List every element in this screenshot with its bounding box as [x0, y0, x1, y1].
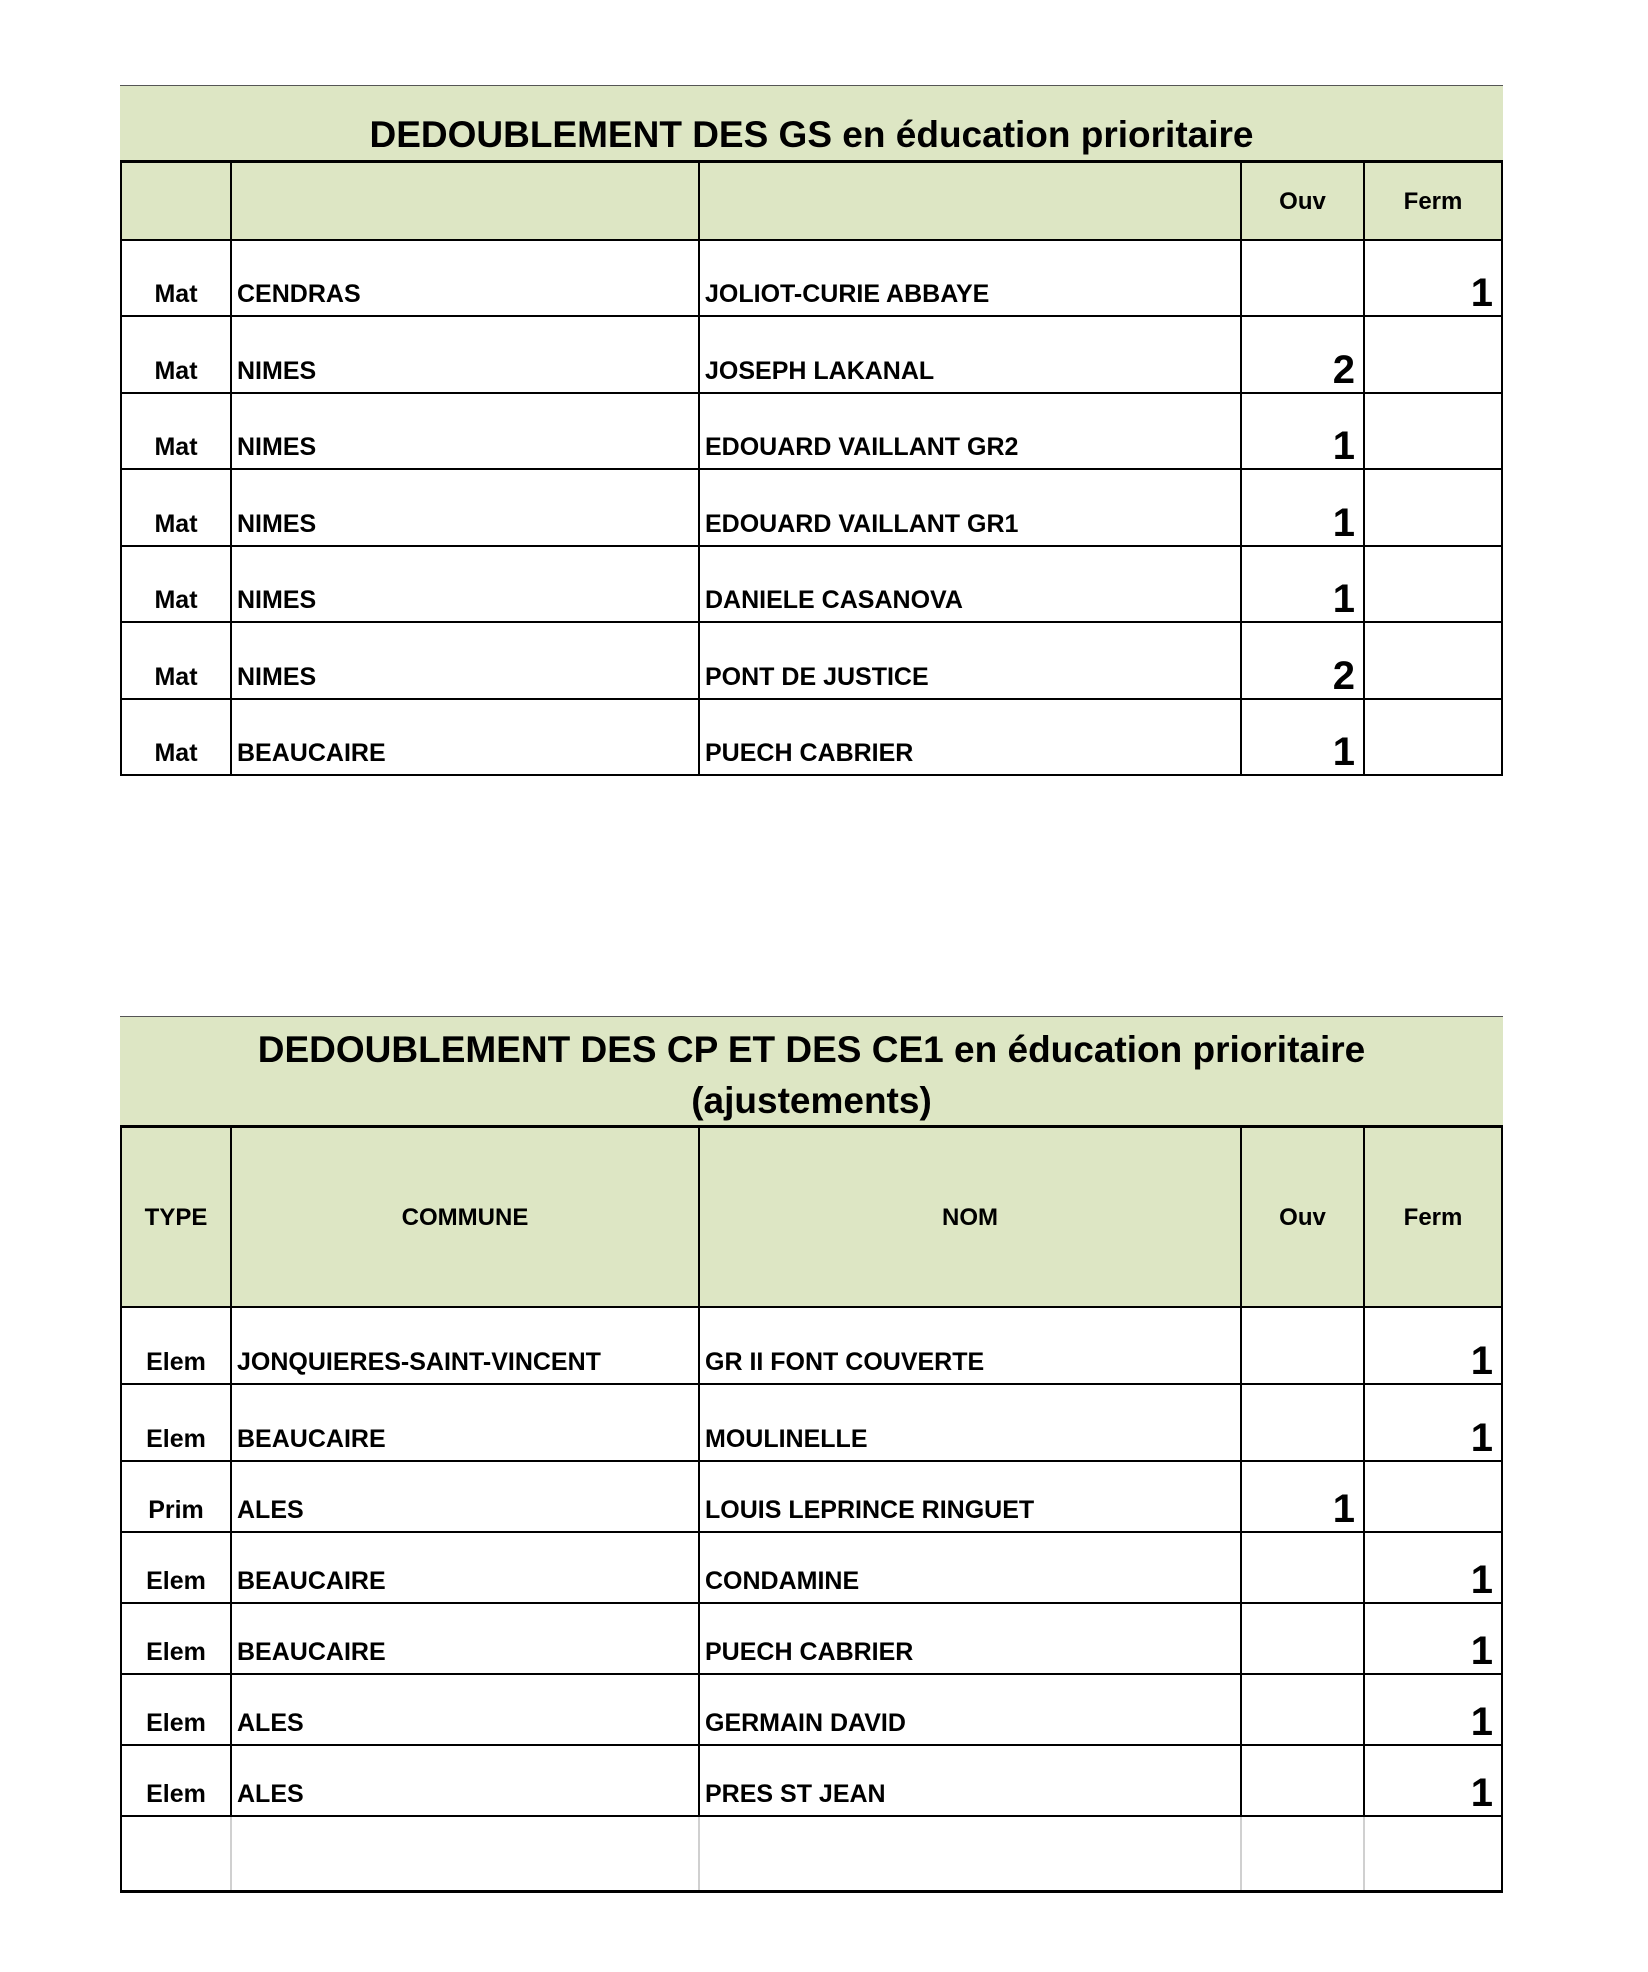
empty-cell: [700, 1817, 1242, 1890]
cell-type-text: Elem: [146, 1567, 206, 1595]
cell-type-text: Mat: [154, 739, 198, 767]
table-row: [120, 1385, 1503, 1462]
cell-type-text: Elem: [146, 1348, 206, 1376]
cell-ferm-text: 1: [1470, 271, 1493, 315]
cell-commune-text: NIMES: [237, 586, 317, 614]
cell-ouv-text: 2: [1332, 348, 1355, 392]
cell-nom: [700, 623, 1242, 698]
cell-type: [120, 317, 232, 392]
cell-commune-text: BEAUCAIRE: [237, 1638, 386, 1666]
cell-ferm: [1365, 1533, 1503, 1602]
cell-nom: [700, 1604, 1242, 1673]
cell-ferm: [1365, 1308, 1503, 1383]
cell-ferm: [1365, 317, 1503, 392]
cell-nom-text: EDOUARD VAILLANT GR1: [705, 510, 1019, 538]
empty-row: [120, 1817, 1503, 1893]
cell-ouv-text: 2: [1332, 654, 1355, 698]
header-nom: NOM: [700, 1128, 1242, 1306]
cell-nom-text: CONDAMINE: [705, 1567, 860, 1595]
cell-nom: [700, 1675, 1242, 1744]
cell-ouv: [1242, 547, 1365, 621]
table-row: [120, 623, 1503, 700]
cell-ouv: [1242, 317, 1365, 392]
cell-type-text: Elem: [146, 1425, 206, 1453]
cell-type-text: Mat: [154, 357, 198, 385]
cell-nom: [700, 1385, 1242, 1460]
cell-ouv: [1242, 700, 1365, 774]
cell-ouv: [1242, 394, 1365, 468]
table-title-line1: DEDOUBLEMENT DES CP ET DES CE1 en éducation prioritaire: [257, 1029, 1366, 1070]
cell-nom-text: EDOUARD VAILLANT GR2: [705, 433, 1019, 461]
cell-commune: [232, 241, 700, 315]
cell-commune: [232, 317, 700, 392]
table-row: [120, 700, 1503, 776]
cell-ferm: [1365, 547, 1503, 621]
cell-commune-text: NIMES: [237, 510, 317, 538]
table-gs: [120, 85, 1503, 776]
table-row: [120, 1462, 1503, 1533]
cell-commune-text: BEAUCAIRE: [237, 1425, 386, 1453]
table-title-text: DEDOUBLEMENT DES GS en éducation prioritaire: [369, 114, 1254, 155]
cell-nom-text: PUECH CABRIER: [705, 739, 914, 767]
empty-cell: [232, 1817, 700, 1890]
table-row: [120, 241, 1503, 317]
cell-type-text: Mat: [154, 433, 198, 461]
header-commune: COMMUNE: [232, 1128, 700, 1306]
cell-nom: [700, 1746, 1242, 1815]
header-row: [120, 1128, 1503, 1308]
header-commune: [232, 163, 700, 239]
cell-commune: [232, 1308, 700, 1383]
cell-commune-text: ALES: [237, 1709, 304, 1737]
cell-commune: [232, 1385, 700, 1460]
cell-commune: [232, 1462, 700, 1531]
cell-ferm-text: 1: [1470, 1629, 1493, 1673]
cell-type-text: Mat: [154, 586, 198, 614]
table-title: [120, 1016, 1503, 1128]
cell-ferm: [1365, 1675, 1503, 1744]
table-row: [120, 1604, 1503, 1675]
cell-ferm-text: 1: [1470, 1700, 1493, 1744]
cell-ouv: [1242, 1385, 1365, 1460]
cell-commune: [232, 1746, 700, 1815]
table-title: [120, 85, 1503, 163]
cell-ouv: [1242, 1675, 1365, 1744]
cell-ferm: [1365, 1746, 1503, 1815]
empty-cell: [1242, 1817, 1365, 1890]
cell-type-text: Elem: [146, 1709, 206, 1737]
cell-ouv: [1242, 1746, 1365, 1815]
cell-nom-text: LOUIS LEPRINCE RINGUET: [705, 1496, 1035, 1524]
cell-commune: [232, 547, 700, 621]
cell-type: [120, 1533, 232, 1602]
cell-nom-text: MOULINELLE: [705, 1425, 868, 1453]
header-type: [120, 163, 232, 239]
cell-nom: [700, 1533, 1242, 1602]
header-nom: [700, 163, 1242, 239]
cell-nom: [700, 394, 1242, 468]
cell-ferm-text: 1: [1470, 1771, 1493, 1815]
cell-nom: [700, 241, 1242, 315]
cell-type: [120, 623, 232, 698]
cell-nom-text: GR II FONT COUVERTE: [705, 1348, 985, 1376]
cell-ouv: [1242, 470, 1365, 545]
cell-nom-text: PONT DE JUSTICE: [705, 663, 929, 691]
cell-type: [120, 1308, 232, 1383]
header-ferm: Ferm: [1365, 163, 1503, 239]
cell-ouv: [1242, 241, 1365, 315]
table-row: [120, 1533, 1503, 1604]
cell-commune-text: BEAUCAIRE: [237, 739, 386, 767]
table-title-line2: (ajustements): [691, 1080, 932, 1121]
cell-commune-text: JONQUIERES-SAINT-VINCENT: [237, 1348, 601, 1376]
cell-type: [120, 1462, 232, 1531]
cell-ouv-text: 1: [1332, 424, 1355, 468]
table-cp-ce1: [120, 1016, 1503, 1893]
cell-ouv: [1242, 623, 1365, 698]
table-row: [120, 317, 1503, 394]
cell-ferm: [1365, 1604, 1503, 1673]
cell-ouv-text: 1: [1332, 730, 1355, 774]
header-row: [120, 163, 1503, 241]
cell-type: [120, 470, 232, 545]
cell-ferm: [1365, 1462, 1503, 1531]
cell-commune-text: BEAUCAIRE: [237, 1567, 386, 1595]
cell-type: [120, 1746, 232, 1815]
cell-ouv: [1242, 1604, 1365, 1673]
cell-ouv-text: 1: [1332, 501, 1355, 545]
table-row: [120, 470, 1503, 547]
cell-nom: [700, 470, 1242, 545]
header-type: TYPE: [120, 1128, 232, 1306]
cell-type-text: Mat: [154, 663, 198, 691]
cell-commune-text: NIMES: [237, 663, 317, 691]
cell-ouv: [1242, 1308, 1365, 1383]
cell-ouv: [1242, 1462, 1365, 1531]
cell-commune-text: NIMES: [237, 357, 317, 385]
cell-nom-text: JOSEPH LAKANAL: [705, 357, 935, 385]
cell-commune-text: CENDRAS: [237, 280, 361, 308]
cell-ferm: [1365, 394, 1503, 468]
cell-ferm-text: 1: [1470, 1416, 1493, 1460]
cell-nom: [700, 547, 1242, 621]
cell-commune: [232, 700, 700, 774]
cell-type: [120, 547, 232, 621]
header-ouv: Ouv: [1242, 163, 1365, 239]
header-ouv: Ouv: [1242, 1128, 1365, 1306]
cell-commune-text: ALES: [237, 1780, 304, 1808]
cell-type: [120, 1385, 232, 1460]
cell-ouv-text: 1: [1332, 577, 1355, 621]
cell-commune-text: NIMES: [237, 433, 317, 461]
cell-ferm: [1365, 623, 1503, 698]
cell-nom-text: GERMAIN DAVID: [705, 1709, 906, 1737]
cell-ouv-text: 1: [1332, 1487, 1355, 1531]
cell-type: [120, 394, 232, 468]
cell-nom-text: JOLIOT-CURIE ABBAYE: [705, 280, 990, 308]
header-ferm: Ferm: [1365, 1128, 1503, 1306]
cell-ferm: [1365, 241, 1503, 315]
cell-ferm: [1365, 700, 1503, 774]
cell-type-text: Elem: [146, 1638, 206, 1666]
table-row: [120, 394, 1503, 470]
cell-nom-text: PRES ST JEAN: [705, 1780, 886, 1808]
cell-commune: [232, 1604, 700, 1673]
cell-commune: [232, 1533, 700, 1602]
cell-commune: [232, 1675, 700, 1744]
cell-type-text: Mat: [154, 280, 198, 308]
table-row: [120, 547, 1503, 623]
table-row: [120, 1746, 1503, 1817]
cell-ferm: [1365, 1385, 1503, 1460]
empty-cell: [120, 1817, 232, 1890]
cell-commune: [232, 470, 700, 545]
cell-nom: [700, 1308, 1242, 1383]
cell-commune-text: ALES: [237, 1496, 304, 1524]
cell-type-text: Elem: [146, 1780, 206, 1808]
cell-type: [120, 241, 232, 315]
cell-nom-text: DANIELE CASANOVA: [705, 586, 963, 614]
cell-type: [120, 700, 232, 774]
cell-nom: [700, 1462, 1242, 1531]
table-row: [120, 1675, 1503, 1746]
table-row: [120, 1308, 1503, 1385]
cell-commune: [232, 623, 700, 698]
cell-type-text: Mat: [154, 510, 198, 538]
cell-nom: [700, 700, 1242, 774]
cell-ferm-text: 1: [1470, 1558, 1493, 1602]
cell-type: [120, 1675, 232, 1744]
cell-type-text: Prim: [148, 1496, 204, 1524]
cell-commune: [232, 394, 700, 468]
cell-ferm-text: 1: [1470, 1339, 1493, 1383]
cell-nom: [700, 317, 1242, 392]
cell-type: [120, 1604, 232, 1673]
cell-nom-text: PUECH CABRIER: [705, 1638, 914, 1666]
empty-cell: [1365, 1817, 1503, 1890]
cell-ouv: [1242, 1533, 1365, 1602]
cell-ferm: [1365, 470, 1503, 545]
